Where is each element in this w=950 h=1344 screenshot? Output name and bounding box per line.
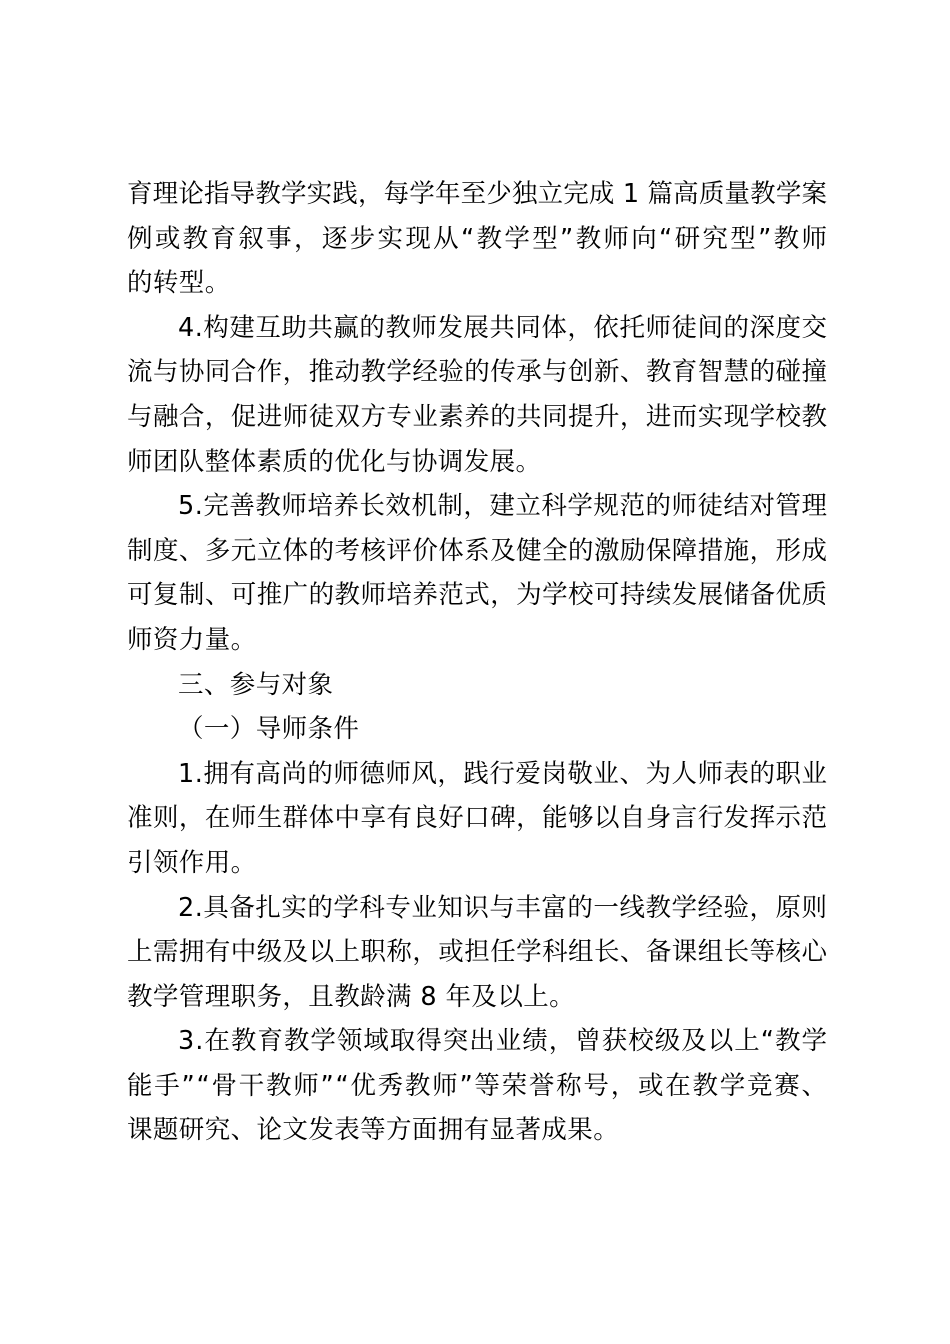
subsection-heading-mentor-conditions: （一）导师条件	[178, 714, 360, 745]
text-line: 例或教育叙事，逐步实现从“教学型”教师向“研究型”教师	[127, 223, 830, 254]
text-line: 师团队整体素质的优化与协调发展。	[127, 446, 542, 477]
paragraph-mentor-3	[127, 1019, 827, 1153]
text-line: 流与协同合作，推动教学经验的传承与创新、教育智慧的碰撞	[127, 357, 828, 388]
paragraph-mentor-1	[127, 752, 827, 886]
text-line: 准则，在师生群体中享有良好口碑，能够以自身言行发挥示范	[127, 803, 828, 834]
paragraph-item-5	[127, 484, 827, 662]
text-line: 教学管理职务，且教龄满 8 年及以上。	[127, 981, 576, 1012]
text-line: 师资力量。	[127, 624, 257, 655]
text-line: 课题研究、论文发表等方面拥有显著成果。	[127, 1115, 620, 1146]
document-page	[127, 172, 830, 1153]
text-line: 能手”“骨干教师”“优秀教师”等荣誉称号，或在教学竞赛、	[127, 1070, 829, 1101]
text-line: 制度、多元立体的考核评价体系及健全的激励保障措施，形成	[127, 535, 828, 566]
section-heading-3: 三、参与对象	[178, 669, 334, 700]
text-line: 1.拥有高尚的师德师风，践行爱岗敬业、为人师表的职业	[178, 758, 828, 789]
text-line: 上需拥有中级及以上职称，或担任学科组长、备课组长等核心	[127, 937, 828, 968]
text-line: 4.构建互助共赢的教师发展共同体，依托师徒间的深度交	[178, 312, 828, 343]
text-line: 2.具备扎实的学科专业知识与丰富的一线教学经验，原则	[178, 892, 828, 923]
text-line: 5.完善教师培养长效机制，建立科学规范的师徒结对管理	[178, 491, 828, 522]
paragraph-continuation	[127, 172, 830, 306]
paragraph-mentor-2	[127, 886, 827, 1020]
text-line: 的转型。	[127, 268, 231, 299]
text-line: 引领作用。	[127, 847, 257, 878]
text-line: 育理论指导教学实践，每学年至少独立完成 1 篇高质量教学案	[127, 179, 828, 209]
paragraph-item-4	[127, 306, 827, 484]
text-line: 与融合，促进师徒双方专业素养的共同提升，进而实现学校教	[127, 401, 828, 432]
text-line: 可复制、可推广的教师培养范式，为学校可持续发展储备优质	[127, 580, 828, 611]
text-line: 3.在教育教学领域取得突出业绩，曾获校级及以上“教学	[178, 1026, 828, 1057]
